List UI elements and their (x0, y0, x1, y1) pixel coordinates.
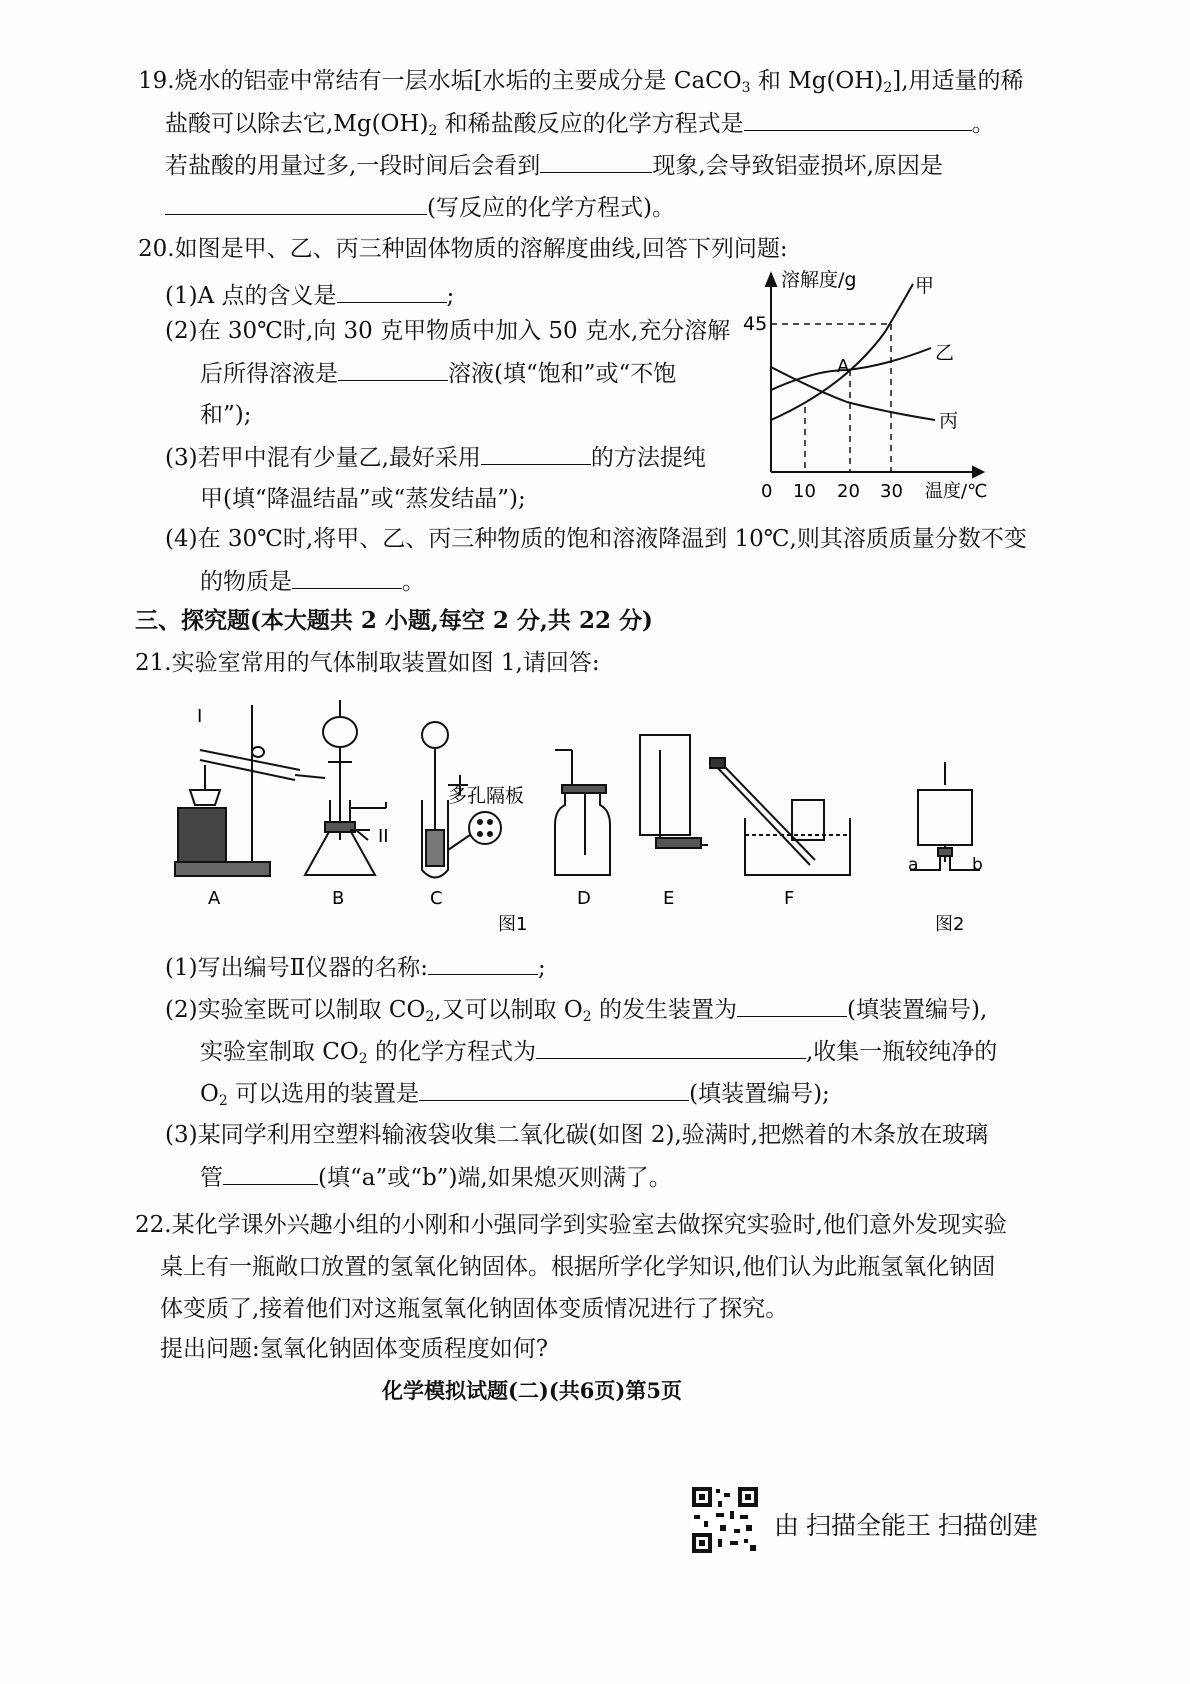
answer-blank[interactable] (419, 1078, 689, 1101)
label-i: I (197, 706, 203, 727)
page-footer: 化学模拟试题(二)(共6页)第5页 (382, 1378, 682, 1403)
answer-blank[interactable] (428, 952, 538, 975)
label-end-a: a (908, 855, 919, 875)
q21-p3-line1: (3)某同学利用空塑料输液袋收集二氧化碳(如图 2),验满时,把燃着的木条放在玻璃 (165, 1122, 989, 1148)
q20-stem: 20.如图是甲、乙、丙三种固体物质的溶解度曲线,回答下列问题: (138, 236, 788, 262)
x-tick-20: 20 (837, 481, 860, 502)
apparatus-e (640, 735, 708, 848)
q20-p2a: (2)在 30℃时,向 30 克甲物质中加入 50 克水,充分溶解 (165, 318, 731, 344)
x-axis-label: 温度/℃ (925, 481, 988, 502)
label-fig1: 图1 (498, 914, 528, 935)
q19-line4: (写反应的化学方程式)。 (165, 192, 675, 223)
q19-line1: 19.烧水的铝壶中常结有一层水垢[水垢的主要成分是 CaCO$_3$ 和 $Mg(OH)_2$],用适量的稀 (138, 68, 1024, 96)
q21-p1: (1)写出编号Ⅱ仪器的名称: ; (165, 952, 546, 983)
answer-blank[interactable] (481, 442, 591, 465)
answer-blank[interactable] (338, 358, 448, 381)
label-f: F (784, 888, 795, 909)
answer-blank[interactable] (737, 994, 847, 1017)
label-d: D (577, 888, 591, 909)
q19-line3: 若盐酸的用量过多,一段时间后会看到 现象,会导致铝壶损坏,原因是 (165, 150, 943, 181)
answer-blank[interactable] (337, 280, 447, 303)
solubility-graph (735, 262, 1010, 512)
curve-bing (771, 367, 935, 420)
x-tick-0: 0 (761, 481, 773, 502)
answer-blank[interactable] (536, 1036, 806, 1059)
curve-yi (771, 348, 931, 390)
y-axis-arrow (766, 274, 776, 286)
qr-code-icon (690, 1485, 760, 1555)
section-3-heading: 三、探究题(本大题共 2 小题,每空 2 分,共 22 分) (135, 607, 653, 634)
answer-blank[interactable] (223, 1162, 318, 1185)
point-a-label: A (837, 356, 850, 377)
label-c: C (430, 888, 443, 909)
q21-p2-line1: (2)实验室既可以制取 $CO_2$,又可以制取 $O_2$ 的发生装置为 (填装置编号), (165, 994, 987, 1032)
series-yi-label: 乙 (935, 342, 955, 364)
q22-line4: 提出问题:氢氧化钠固体变质程度如何? (160, 1336, 549, 1362)
q20-p4b: 的物质是 。 (200, 566, 425, 597)
q20-p3a: (3)若甲中混有少量乙,最好采用 的方法提纯 (165, 442, 706, 473)
q21-p3-line2: 管 (填“a”或“b”)端,如果熄灭则满了。 (200, 1162, 672, 1193)
label-b: B (332, 888, 345, 909)
label-ii: II (378, 826, 389, 847)
label-e: E (663, 888, 675, 909)
scanner-watermark: 由 扫描全能王 扫描创建 (774, 1512, 1038, 1540)
q22-line1: 22.某化学课外兴趣小组的小刚和小强同学到实验室去做探究实验时,他们意外发现实验 (135, 1212, 1007, 1238)
answer-blank[interactable] (744, 108, 972, 131)
figure-2-iv-bag (910, 762, 980, 870)
y-tick-45: 45 (743, 313, 768, 335)
label-end-b: b (972, 855, 983, 875)
q21-p2-line3: $O_2$ 可以选用的装置是 (填装置编号); (200, 1078, 830, 1116)
apparatus-d (555, 750, 610, 875)
answer-blank[interactable] (292, 566, 402, 589)
label-a: A (208, 888, 221, 909)
x-tick-10: 10 (793, 481, 816, 502)
apparatus-b (305, 700, 386, 875)
x-axis-arrow (973, 467, 983, 477)
q19-line2: 盐酸可以除去它$,Mg(OH)_2$ 和稀盐酸反应的化学方程式是 。 (165, 108, 995, 146)
q21-stem: 21.实验室常用的气体制取装置如图 1,请回答: (135, 650, 600, 676)
answer-blank[interactable] (540, 150, 652, 173)
series-jia-label: 甲 (915, 275, 935, 297)
answer-blank[interactable] (165, 192, 427, 215)
label-fig2: 图2 (935, 914, 965, 935)
q20-p2d: 和”); (200, 402, 252, 428)
series-bing-label: 丙 (939, 410, 959, 432)
apparatus-a (175, 705, 325, 876)
q22-line2: 桌上有一瓶敞口放置的氢氧化钠固体。根据所学化学知识,他们认为此瓶氢氧化钠固 (160, 1254, 996, 1280)
q20-p2b: 后所得溶液是 溶液(填“饱和”或“不饱 (200, 358, 676, 389)
q21-p2-line2: 实验室制取 $CO_2$ 的化学方程式为 ,收集一瓶较纯净的 (200, 1036, 997, 1074)
apparatus-f (710, 758, 850, 875)
label-porous-plate: 多孔隔板 (448, 785, 525, 807)
q20-p1: (1)A 点的含义是 ; (165, 280, 454, 311)
q20-p4a: (4)在 30℃时,将甲、乙、丙三种物质的饱和溶液降温到 10℃,则其溶质质量分数不变 (165, 526, 1027, 552)
apparatus-figure (160, 690, 1020, 940)
x-tick-30: 30 (880, 481, 903, 502)
y-axis-label: 溶解度/g (781, 269, 857, 291)
q20-p3c: 甲(填“降温结晶”或“蒸发结晶”); (200, 486, 526, 512)
q22-line3: 体变质了,接着他们对这瓶氢氧化钠固体变质情况进行了探究。 (160, 1296, 789, 1322)
